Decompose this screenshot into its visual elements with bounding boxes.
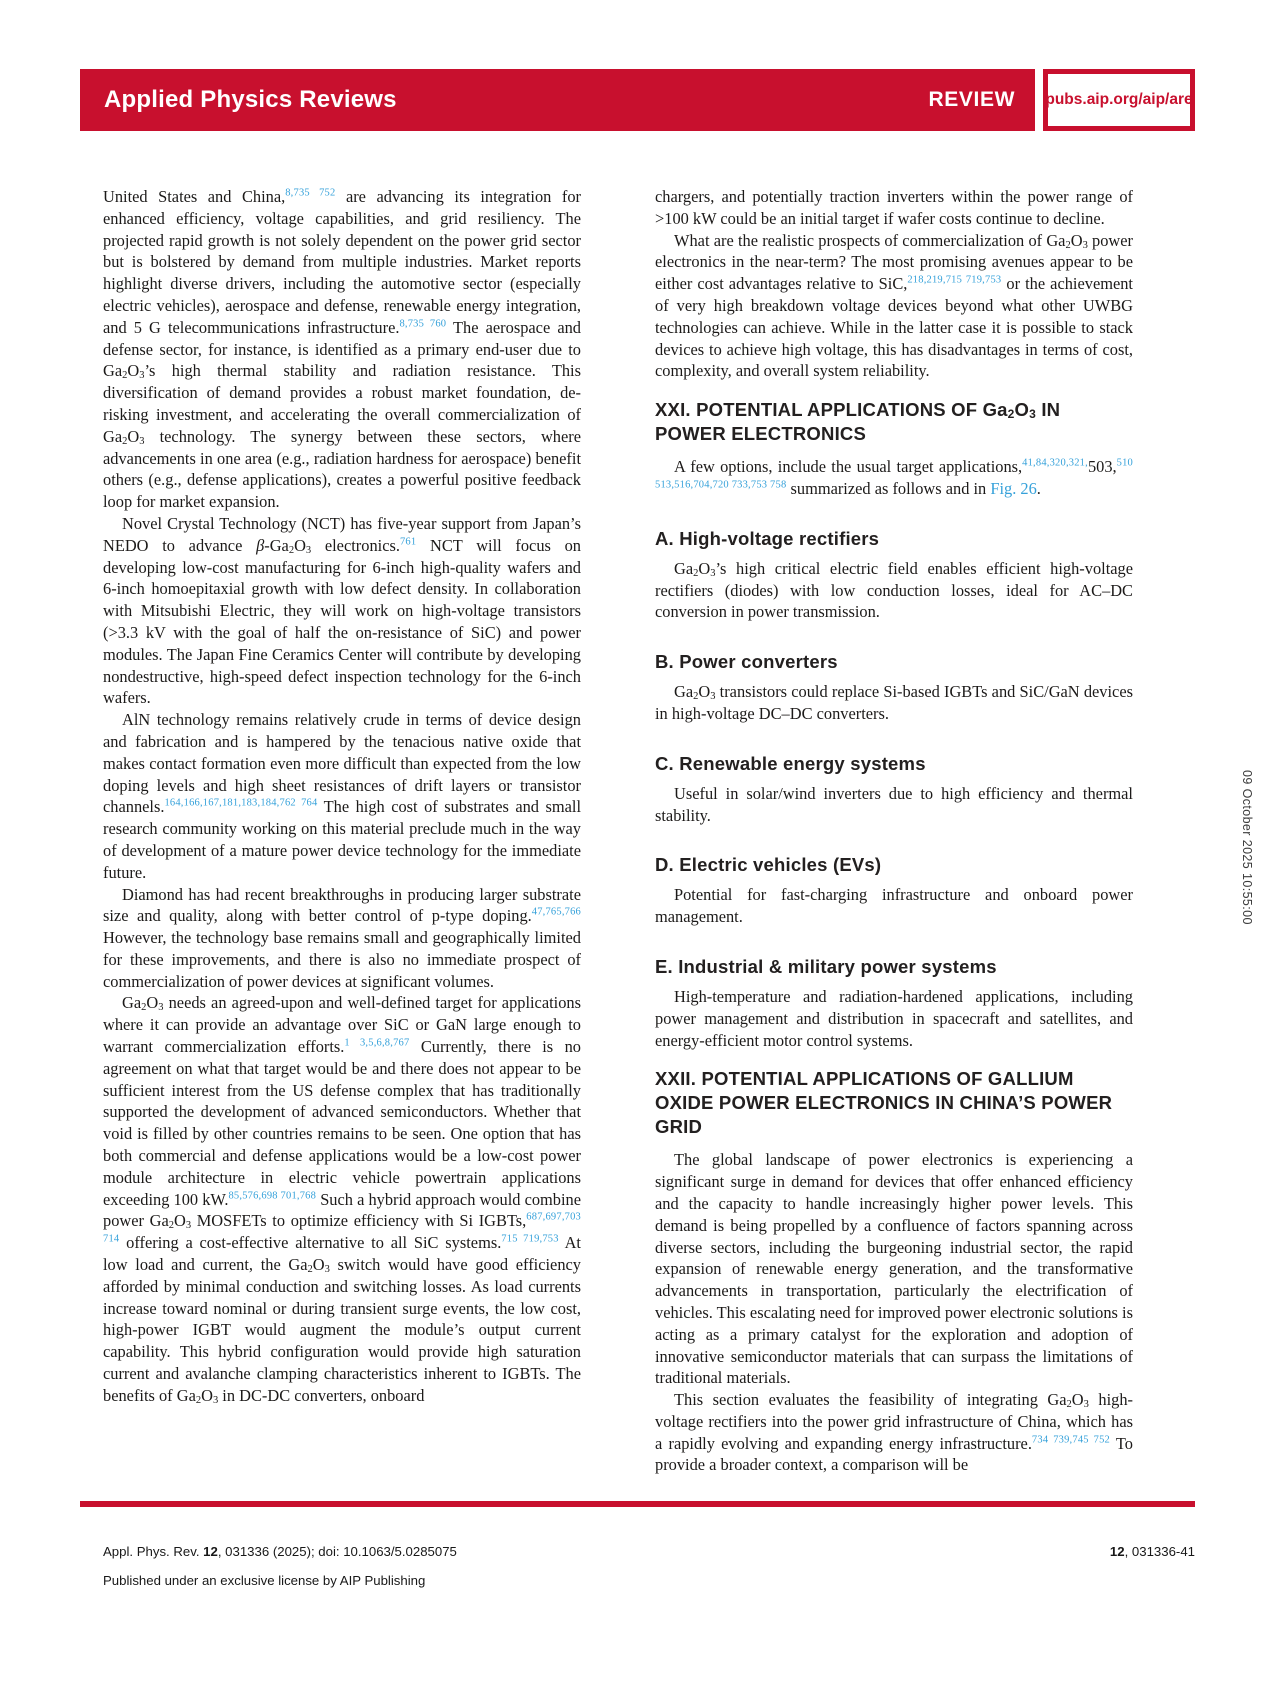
chemical-subscript: 3: [324, 1264, 330, 1276]
citation-link[interactable]: 1 3,5,6,8,767: [344, 1037, 410, 1049]
chemical-subscript: 2: [1066, 1399, 1072, 1411]
citation-link[interactable]: 510 513,516,704,720 733,753 758: [655, 457, 1133, 491]
journal-banner: [80, 69, 1035, 131]
paragraph: The global landscape of power electronics is experiencing a significant surge in demand for devices that offer enhanced efficiency and the capacity to handle increasingly higher power levels. This demand is being propelled by a confluence of factors spanning across diverse sectors, including the burgeoning industrial sector, the rapid expansion of renewable energy generation, and the transformative advancements in transportation, particularly the electrification of vehicles. This escalating need for improved power electronic solutions is acting as a primary catalyst for the exploration and adoption of innovative semiconductor materials that can surpass the limitations of traditional materials.: [655, 1150, 1133, 1388]
italic-symbol: β: [256, 535, 265, 555]
subsection-heading: B. Power converters: [655, 651, 838, 673]
journal-url-box[interactable]: [1043, 69, 1195, 131]
citation-link[interactable]: 218,219,715 719,753: [907, 274, 1002, 286]
citation-prefix: Appl. Phys. Rev.: [103, 1544, 204, 1559]
page-footer: [103, 1544, 1195, 1588]
journal-url-link[interactable]: pubs.aip.org/aip/are: [1045, 91, 1193, 108]
chemical-subscript: 3: [212, 1394, 219, 1406]
footer-rule: [80, 1501, 1195, 1507]
section-heading: XXI. POTENTIAL APPLICATIONS OF $Ga_2O_3$ IN POWER ELECTRONICS: [655, 399, 1061, 445]
citation-link[interactable]: 687,697,703 714: [103, 1211, 581, 1245]
chemical-subscript: 3: [139, 370, 145, 382]
chemical-subscript: 2: [693, 567, 699, 579]
download-timestamp: 09 October 2025 10:55:00: [1240, 770, 1254, 925]
chemical-subscript: 2: [141, 1002, 147, 1014]
chemical-subscript: 2: [1007, 407, 1015, 422]
citation-volume: 12: [203, 1544, 218, 1559]
journal-header: [80, 69, 1195, 131]
chemical-subscript: 2: [288, 544, 295, 556]
subsection-heading: C. Renewable energy systems: [655, 752, 926, 774]
chemical-subscript: 2: [168, 1220, 174, 1232]
chemical-subscript: 3: [185, 1220, 192, 1232]
paragraph: AlN technology remains relatively crude in terms of device design and fabrication and is hampered by the tenacious native oxide that makes contact formation even more difficult than expected from the low doping levels and high sheet resistances of drift layers or transistor channels.$^{164,166,167,181,183,184,762 764}$ The high cost of substrates and small research community working on this material preclude much in the way of development of a mature power device technology for the immediate future.: [103, 710, 581, 882]
citation-link[interactable]: 734 739,745 752: [1031, 1434, 1111, 1446]
journal-title: Applied Physics Reviews: [104, 86, 397, 113]
citation-line: [103, 1544, 457, 1559]
citation-link[interactable]: 85,576,698 701,768: [228, 1190, 317, 1202]
paragraph: $Ga_2O_3’s$ high critical electric field enables efficient high-voltage rectifiers (diodes) with low conduction losses, ideal for AC–DC conversion in power transmission.: [655, 558, 1133, 622]
section-heading: XXII. POTENTIAL APPLICATIONS OF GALLIUM OXIDE POWER ELECTRONICS IN CHINA’S POWER GRID: [655, 1068, 1113, 1138]
page-suffix: , 031336-41: [1124, 1544, 1195, 1559]
paragraph: A few options, include the usual target applications,$^{41,84,320,321,}$503,$^{510 513,516,704,720 733,753 758}$ summarized as follows and in Fig. 26.: [655, 457, 1133, 498]
chemical-subscript: 2: [195, 1394, 202, 1406]
chemical-subscript: 2: [1065, 239, 1071, 251]
citation-link[interactable]: 8,735 752: [285, 187, 336, 199]
chemical-subscript: 2: [307, 1264, 313, 1276]
paragraph: United States and China,$^{8,735 752}$ are advancing its integration for enhanced efficiency, voltage capabilities, and grid resiliency. The projected rapid growth is not solely dependent on the power grid sector but is bolstered by demand from multiple industries. Market reports highlight diverse drivers, including the automotive sector (especially electric vehicles), aerospace and defense, renewable energy integration, and 5 G telecommunications infrastructure.$^{8,735 760}$ The aerospace and defense sector, for instance, is identified as a primary end-user due to $Ga_2O_3’s$ high thermal stability and radiation resistance. This diversification of demand provides a robust market foundation, de-risking investment, and accelerating the overall commercialization of $Ga_2O_3$ technology. The synergy between these sectors, where advancements in one area (e.g., radiation hardness for aerospace) benefit others (e.g., defense applications), creates a powerful positive feedback loop for market expansion.: [103, 187, 581, 512]
article-column-left: [103, 186, 581, 1407]
citation-link[interactable]: 164,166,167,181,183,184,762 764: [164, 797, 318, 809]
paragraph: Novel Crystal Technology (NCT) has five-year support from Japan’s NEDO to advance $\beta-Ga_2O_3$ electronics.$^{761}$ NCT will focus on developing low-cost manufacturing for 6-inch high-quality wafers and 6-inch homoepitaxial growth with low defect density. In collaboration with Mitsubishi Electric, they will work on high-voltage transistors (>3.3 kV with the goal of half the on-resistance of SiC) and power modules. The Japan Fine Ceramics Center will contribute by developing nondestructive, high-speed defect inspection technology for the 6-inch wafers.: [103, 513, 581, 708]
chemical-subscript: 3: [710, 567, 716, 579]
chemical-subscript: 2: [122, 435, 128, 447]
chemical-subscript: 3: [1083, 1399, 1089, 1411]
paragraph: This section evaluates the feasibility of integrating $Ga_2O_3$ high-voltage rectifiers into the power grid infrastructure of China, which has a rapidly evolving and expanding energy infrastructure.$^{734 739,745 752}$ To provide a broader context, a comparison will be: [655, 1390, 1133, 1475]
subsection-heading: A. High-voltage rectifiers: [655, 527, 880, 549]
footer-page-number: [1110, 1544, 1195, 1559]
license-line: Published under an exclusive license by AIP Publishing: [103, 1573, 426, 1588]
subsection-heading: E. Industrial & military power systems: [655, 955, 997, 977]
chemical-subscript: 3: [710, 691, 716, 703]
citation-link[interactable]: 41,84,320,321,: [1022, 457, 1088, 469]
paragraph: High-temperature and radiation-hardened applications, including power management and distribution in spacecraft and satellites, and energy-efficient motor control systems.: [655, 986, 1133, 1050]
chemical-subscript: 3: [158, 1002, 164, 1014]
chemical-subscript: 2: [693, 691, 699, 703]
paragraph: $Ga_2O_3$ transistors could replace Si-based IGBTs and SiC/GaN devices in high-voltage DC–DC converters.: [655, 682, 1133, 723]
figure-link[interactable]: Fig. 26: [990, 478, 1037, 498]
page-volume: 12: [1109, 1544, 1125, 1559]
chemical-subscript: 3: [1029, 407, 1036, 422]
citation-link[interactable]: 47,765,766: [531, 906, 581, 918]
paragraph: chargers, and potentially traction inverters within the power range of >100 kW could be an initial target if wafer costs continue to decline.: [655, 187, 1133, 228]
citation-link[interactable]: 715 719,753: [501, 1233, 559, 1245]
citation-link[interactable]: 761: [399, 536, 417, 548]
paragraph: Diamond has had recent breakthroughs in producing larger substrate size and quality, along with better control of p-type doping.$^{47,765,766}$ However, the technology base remains small and geographically limited for these improvements, and there is also no immediate prospect of commercialization of power devices at significant volumes.: [103, 884, 581, 991]
article-column-right: [655, 186, 1133, 1476]
chemical-subscript: 2: [122, 370, 128, 382]
article-type-label: REVIEW: [928, 88, 1015, 111]
paragraph: What are the realistic prospects of commercialization of $Ga_2O_3$ power electronics in the near-term? The most promising avenues appear to be either cost advantages relative to SiC,$^{218,219,715 719,753}$ or the achievement of very high breakdown voltage devices beyond what other UWBG technologies can achieve. While in the latter case it is possible to stack devices to achieve high voltage, this has disadvantages in terms of cost, complexity, and overall system reliability.: [655, 230, 1133, 381]
chemical-subscript: 3: [1082, 239, 1088, 251]
chemical-subscript: 3: [139, 435, 145, 447]
paragraph: $Ga_2O_3$ needs an agreed-upon and well-defined target for applications where it can provide an advantage over SiC or GaN large enough to warrant commercialization efforts.$^{1 3,5,6,8,767}$ Currently, there is no agreement on what that target would be and there does not appear to be sufficient interest from the US defense complex that has traditionally supported the development of advanced semiconductors. Whether that void is filled by other countries remains to be seen. One option that has both commercial and defense applications would be a low-cost power module architecture in electric vehicle powertrain applications exceeding 100 kW.$^{85,576,698 701,768}$ Such a hybrid approach would combine power $Ga_2O_3$ MOSFETs to optimize efficiency with Si IGBTs,$^{687,697,703 714}$ offering a cost-effective alternative to all SiC systems.$^{715 719,753}$ At low load and current, the $Ga_2O_3$ switch would have good efficiency afforded by minimal conduction and switching losses. As load currents increase toward nominal or during transient surge events, the low cost, high-power IGBT would augment the module’s output current capability. This hybrid configuration would provide high saturation current and avalanche clamping characteristics inherent to IGBTs. The benefits of $Ga_2O_3$ in DC-DC converters, onboard: [103, 993, 581, 1406]
citation-suffix: , 031336 (2025); doi: 10.1063/5.0285075: [217, 1544, 457, 1559]
footer-citation-block: [103, 1544, 457, 1588]
subsection-heading: D. Electric vehicles (EVs): [655, 854, 882, 876]
citation-link[interactable]: 8,735 760: [399, 318, 447, 330]
paragraph: Useful in solar/wind inverters due to high efficiency and thermal stability.: [655, 783, 1133, 825]
paragraph: Potential for fast-charging infrastructure and onboard power management.: [655, 885, 1133, 927]
chemical-subscript: 3: [305, 544, 312, 556]
